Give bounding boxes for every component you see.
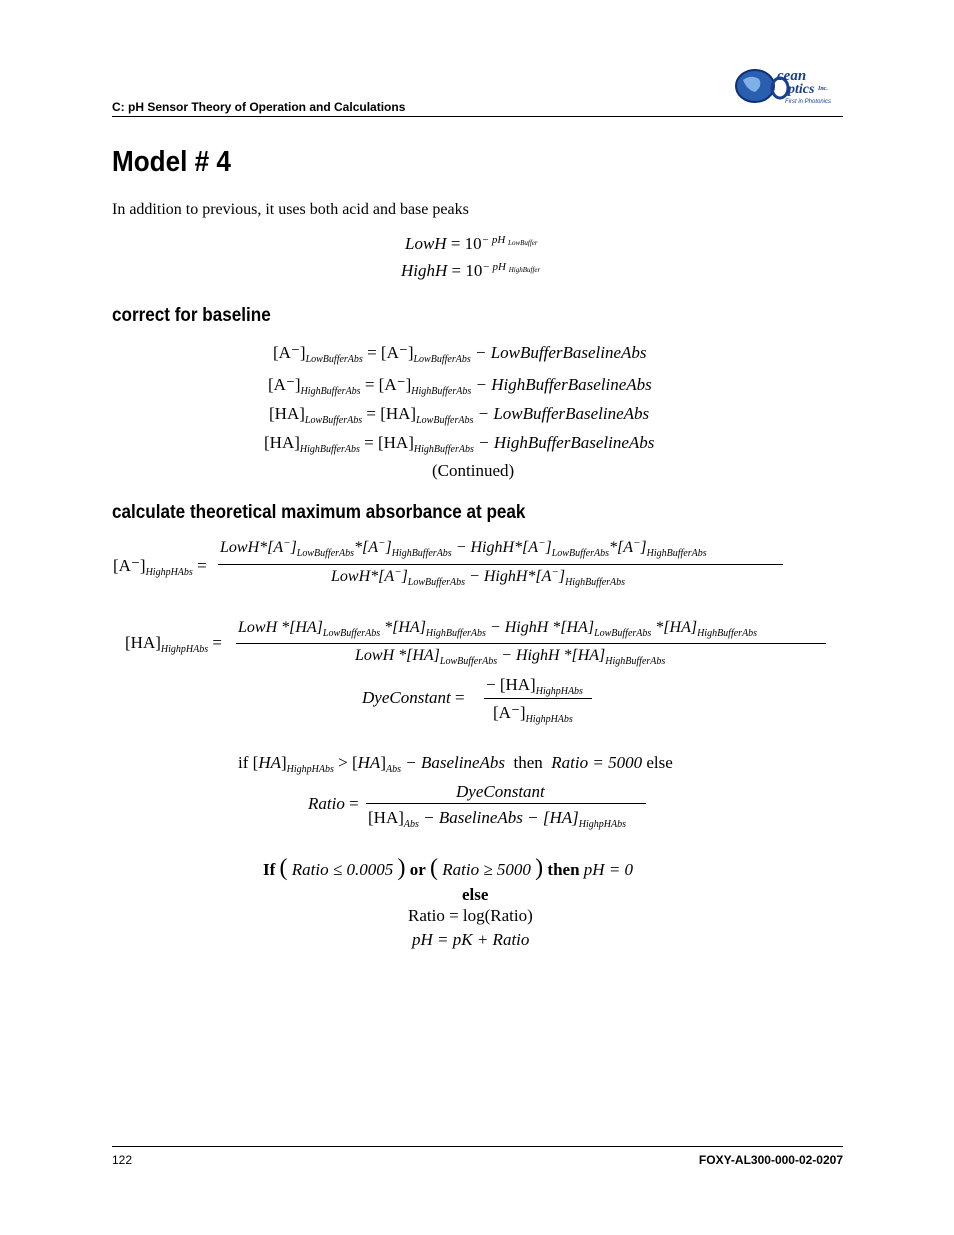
final-else: else	[462, 885, 489, 904]
log-ratio-equation: Ratio = log(Ratio)	[408, 906, 533, 925]
baseline-eq-4: $[HA]_{HighBufferAbs} = [HA]_{HighBufferAbs}$ − HighBufferBaselineAbs	[264, 433, 655, 455]
max-ha-fraction-bar	[236, 643, 826, 644]
ratio-numerator: DyeConstant	[456, 782, 545, 801]
dye-constant-numerator: − $[HA]_{HighpHAbs}$	[486, 675, 583, 697]
page-title: Model # 4	[112, 146, 231, 178]
header-rule	[112, 116, 843, 117]
highh-equation: HighH = $10^{- pH _{HighBuffer}}$	[401, 261, 541, 280]
section-heading-max: calculate theoretical maximum absorbance at peak	[112, 502, 526, 523]
ratio-fraction-bar	[366, 803, 646, 804]
max-a-numerator: $LowH*[A^-]_{LowBufferAbs}*[A^-]_{HighBufferAbs}$ − $HighH*[A^-]_{LowBufferAbs}*[A^-]_{HighBufferAbs}$	[220, 537, 707, 559]
section-heading-baseline: correct for baseline	[112, 305, 271, 326]
lowh-equation: LowH = $10^{- pH _{LowBuffer}}$	[405, 234, 538, 253]
baseline-eq-2: $[A^-]_{HighBufferAbs} = [A^-]_{HighBufferAbs}$ − HighBufferBaselineAbs	[268, 375, 652, 397]
document-id: FOXY-AL300-000-02-0207	[698, 1153, 843, 1167]
ratio-condition: if $[HA]_{HighpHAbs} > [HA]_{Abs}$ − BaselineAbs then Ratio = 5000 else	[238, 753, 673, 775]
baseline-eq-1: $[A^-]_{LowBufferAbs} = [A^-]_{LowBufferAbs}$ − LowBufferBaselineAbs	[273, 343, 647, 365]
intro-text: In addition to previous, it uses both acid and base peaks	[112, 201, 469, 218]
max-a-fraction-bar	[218, 564, 783, 565]
page-number: 122	[112, 1153, 133, 1167]
max-a-denominator: $LowH*[A^-]_{LowBufferAbs}$ − $HighH*[A^-]_{HighBufferAbs}$	[331, 566, 626, 588]
dye-constant-lhs: DyeConstant =	[362, 688, 465, 707]
dye-constant-denominator: $[A^-]_{HighpHAbs}$	[493, 703, 573, 725]
final-ph-equation: pH = pK + Ratio	[412, 930, 530, 949]
final-condition: If ( Ratio ≤ 0.0005 ) or ( Ratio ≥ 5000 ) then pH = 0	[263, 855, 634, 881]
max-a-lhs: $[A^-]_{HighpHAbs}$ =	[113, 556, 207, 578]
max-ha-denominator: LowH $*[HA]_{LowBufferAbs}$ − HighH $*[HA]_{HighBufferAbs}$	[355, 647, 666, 667]
ratio-lhs: Ratio =	[308, 794, 359, 813]
footer-rule	[112, 1146, 843, 1147]
max-ha-lhs: $[HA]_{HighpHAbs}$ =	[125, 633, 222, 655]
dye-fraction-bar	[484, 698, 592, 699]
ocean-optics-logo: cean ptics Inc. First in Photonics	[733, 64, 843, 112]
baseline-eq-3: $[HA]_{LowBufferAbs} = [HA]_{LowBufferAbs}$ − LowBufferBaselineAbs	[269, 404, 650, 426]
continued-label: (Continued)	[432, 461, 515, 480]
ratio-denominator: $[HA]_{Abs}$ − BaselineAbs − $[HA]_{HighpHAbs}$	[368, 808, 626, 830]
running-header: C: pH Sensor Theory of Operation and Calculations	[112, 100, 406, 114]
max-ha-numerator: LowH $*[HA]_{LowBufferAbs}$ $*[HA]_{HighBufferAbs}$ − HighH $*[HA]_{LowBufferAbs}$ $*[HA]_{HighBufferAbs}$	[238, 619, 758, 639]
